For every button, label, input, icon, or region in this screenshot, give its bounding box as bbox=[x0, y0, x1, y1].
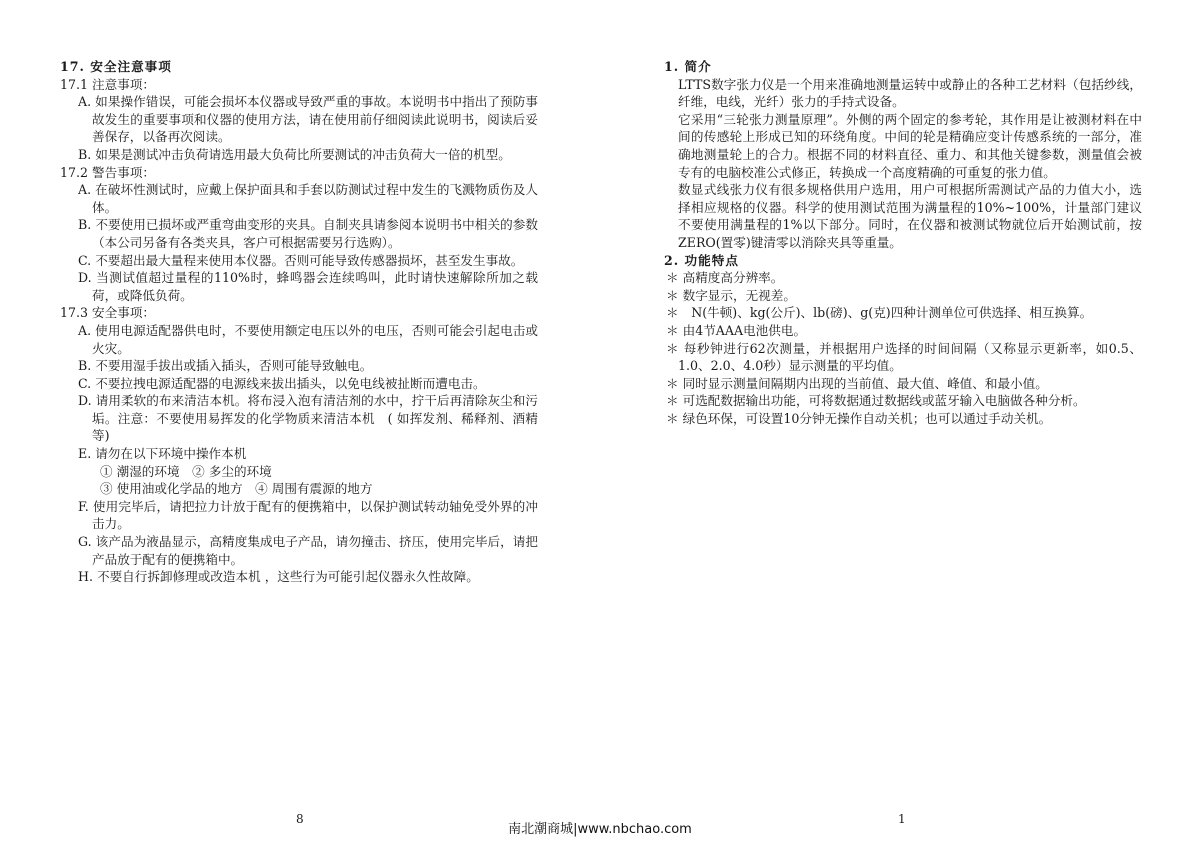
feature-item: ＊ 高精度高分辨率。 bbox=[666, 270, 784, 286]
list-item: A. 使用电源适配器供电时，不要使用额定电压以外的电压，否则可能会引起电击或火灾。 bbox=[78, 322, 538, 356]
paragraph: LTTS数字张力仪是一个用来准确地测量运转中或静止的各种工艺材料（包括纱线，纤维，电线，光纤）张力的手持式设备。 bbox=[678, 76, 1142, 110]
subsection-title: 17.1 注意事项： bbox=[60, 76, 156, 92]
feature-item: ＊ 数字显示，无视差。 bbox=[666, 287, 796, 303]
list-item: D. 请用柔软的布来清洁本机。将布浸入泡有清洁剂的水中，拧干后再清除灰尘和污垢。注意：不要使用易挥发的化学物质来清洁本机 ( 如挥发剂、稀释剂、酒精等) bbox=[78, 393, 538, 444]
feature-item: ＊ 可选配数据输出功能，可将数据通过数据线或蓝牙输入电脑做各种分析。 bbox=[666, 393, 1086, 409]
list-item: B. 不要使用已损坏或严重弯曲变形的夹具。自制夹具请参阅本说明书中相关的参数（本公司另备有各类夹具，客户可根据需要另行选购）。 bbox=[78, 217, 538, 250]
feature-item: ＊ 绿色环保，可设置10分钟无操作自动关机；也可以通过手动关机。 bbox=[666, 410, 1052, 426]
list-item: C. 不要拉拽电源适配器的电源线来拔出插头，以免电线被扯断而遭电击。 bbox=[78, 375, 486, 391]
list-item: G. 该产品为液晶显示，高精度集成电子产品，请勿撞击、挤压，使用完毕后，请把产品放于配有的便携箱中。 bbox=[78, 534, 538, 567]
left-page bbox=[60, 58, 538, 586]
feature-item: ＊ 同时显示测量间隔期内出现的当前值、最大值、峰值、和最小值。 bbox=[666, 375, 1048, 391]
list-item: E. 请勿在以下环境中操作本机 bbox=[78, 446, 247, 462]
environment-list-line: ① 潮湿的环境 ② 多尘的环境 bbox=[100, 463, 272, 479]
page-number-left: 8 bbox=[296, 812, 304, 826]
list-item: H. 不要自行拆卸修理或改造本机 ，这些行为可能引起仪器永久性故障。 bbox=[78, 569, 479, 585]
section-title: 1. 简介 bbox=[664, 59, 712, 74]
paragraph: 它采用“三轮张力测量原理”。外侧的两个固定的参考轮，其作用是让被测材料在中间的传感轮上形成已知的环绕角度。中间的轮是精确应变计传感系统的一部分，准确地测量轮上的合力。根据不同的材料直径、重力、和其他关键参数，测量值会被专有的电脑校准公式修正，转换成一个高度精确的可重复的张力值。 bbox=[678, 111, 1142, 180]
list-item: B. 如果是测试冲击负荷请选用最大负荷比所要测试的冲击负荷大一倍的机型。 bbox=[78, 146, 511, 162]
list-item: B. 不要用湿手拔出或插入插头，否则可能导致触电。 bbox=[78, 358, 373, 374]
environment-list-line: ③ 使用油或化学品的地方 ④ 周围有震源的地方 bbox=[100, 481, 373, 497]
section-title: 2. 功能特点 bbox=[664, 252, 739, 268]
footer-watermark: 南北潮商城|www.nbchao.com bbox=[508, 822, 692, 837]
right-page bbox=[664, 58, 1142, 427]
list-item: D. 当测试值超过量程的110%时，蜂鸣器会连续鸣叫，此时请快速解除所加之载荷，或降低负荷。 bbox=[78, 270, 538, 303]
feature-item: ＊ 由4节AAA电池供电。 bbox=[666, 322, 807, 338]
subsection-title: 17.2 警告事项： bbox=[60, 164, 156, 180]
list-item: F. 使用完毕后，请把拉力计放于配有的便携箱中，以保护测试转动轴免受外界的冲击力。 bbox=[78, 498, 538, 532]
page-number-right: 1 bbox=[898, 812, 906, 826]
subsection-title: 17.3 安全事项： bbox=[60, 305, 156, 321]
feature-item: ＊ 每秒钟进行62次测量，并根据用户选择的时间间隔（又称显示更新率，如0.5、1.0、2.0、4.0秒）显示测量的平均值。 bbox=[666, 340, 1142, 374]
list-item: A. 如果操作错误，可能会损坏本仪器或导致严重的事故。本说明书中指出了预防事故发生的重要事项和仪器的使用方法，请在使用前仔细阅读此说明书，阅读后妥善保存，以备再次阅读。 bbox=[78, 94, 538, 145]
section-title: 17. 安全注意事项 bbox=[60, 59, 172, 74]
list-item: C. 不要超出最大量程来使用本仪器。否则可能导致传感器损坏，甚至发生事故。 bbox=[78, 252, 524, 268]
paragraph: 数显式线张力仪有很多规格供用户选用，用户可根据所需测试产品的力值大小，选择相应规格的仪器。科学的使用测试范围为满量程的10%~100%，计量部门建议不要使用满量程的1%以下部分。同时，在仪器和被测试物就位后开始测试前，按ZERO(置零)键清零以消除夹具等重量。 bbox=[678, 182, 1142, 250]
feature-item: ＊ N(牛顿)、kg(公斤)、lb(磅)、g(克)四种计测单位可供选择、相互换算。 bbox=[666, 305, 1093, 321]
list-item: A. 在破坏性测试时，应戴上保护面具和手套以防测试过程中发生的飞溅物质伤及人体。 bbox=[78, 182, 538, 215]
